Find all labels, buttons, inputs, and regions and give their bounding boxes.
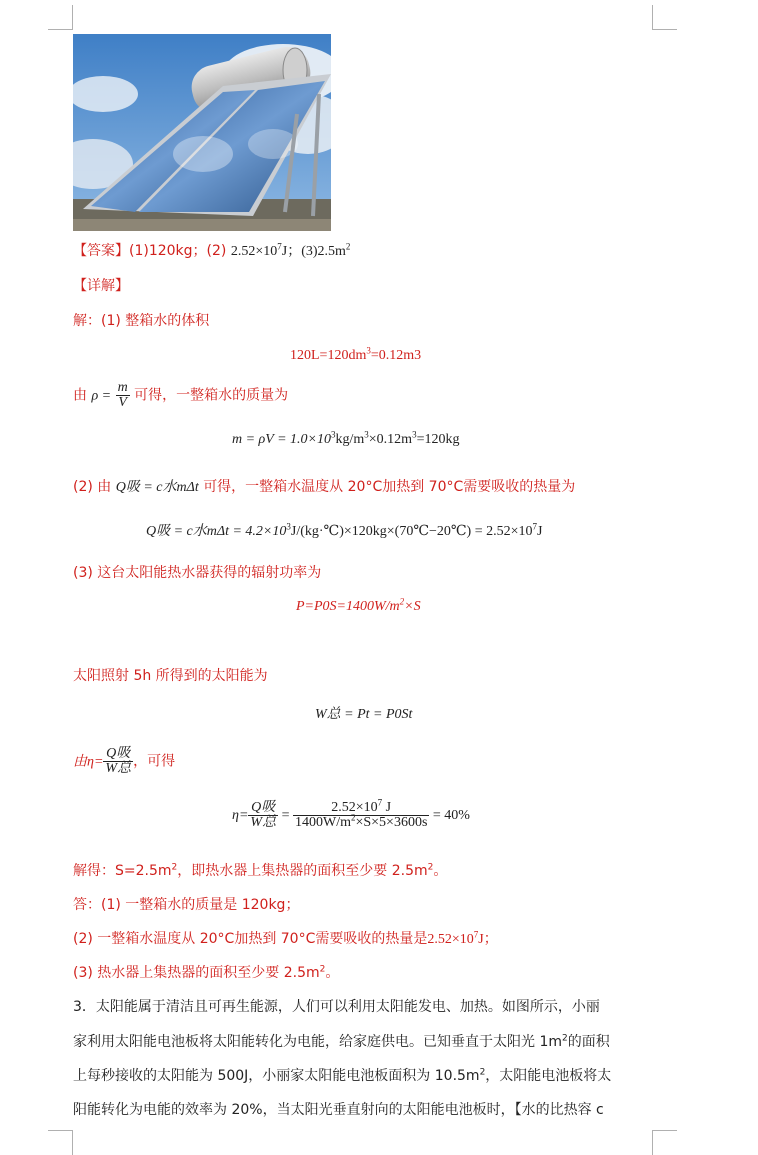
answer-part1: (1)120kg；(2)	[129, 243, 227, 259]
power-equation: $P=P0S=1400W/m^2\times S$	[296, 596, 421, 614]
answer-label: 【答案】	[73, 243, 129, 259]
answer-line	[73, 241, 350, 262]
crop-mark-bottom-left	[48, 1130, 73, 1155]
answer-summary-1: 答：(1) 一整箱水的质量是 120kg；	[73, 897, 300, 913]
crop-mark-bottom-right	[652, 1130, 677, 1155]
problem3-line-4: 阳能转化为电能的效率为 20%，当太阳光垂直射向的太阳能电池板时，【水的比热容 c	[73, 1102, 604, 1118]
solar-energy-intro-line: 太阳照射 5h 所得到的太阳能为	[73, 668, 268, 684]
detail-label: 【详解】	[73, 278, 129, 294]
answer-part2: $2.52\times 10^7J$；$(3)2.5m^2$	[230, 241, 351, 259]
power-intro-line: (3) 这台太阳能热水器获得的辐射功率为	[73, 565, 322, 581]
density-line: 由 ρ = $\frac{m}{V}$ 可得，一整箱水的质量为	[73, 380, 289, 410]
efficiency-intro-line: 由η= $\frac{\text{Q吸}}{\text{W总}}$ ，可得	[73, 746, 176, 776]
problem3-line-3: 上每秒接收的太阳能为 500J，小丽家太阳能电池板面积为 $10.5m^2$，太阳能电池板将太	[73, 1067, 612, 1084]
heat-equation: Q吸 = c水$m\Delta t = 4.2\times 10^3J/(kg\cdot℃)\times 120kg\times(70℃-20℃) = 2.52\times 10^7J$	[146, 521, 543, 539]
density-fraction: $\frac{m}{V}$	[117, 380, 128, 410]
answer-summary-2: (2) 一整箱水温度从 20°C加热到 70°C需要吸收的热量是$2.52\times 10^7J$；	[73, 929, 498, 947]
problem3-line-1: 3．太阳能属于清洁且可再生能源，人们可以利用太阳能发电、加热。如图所示，小丽	[73, 999, 600, 1015]
answer-summary-3: (3) 热水器上集热器的面积至少要 $2.5m^2$。	[73, 964, 340, 981]
crop-mark-top-right	[652, 5, 677, 30]
efficiency-fraction: $\frac{\text{Q吸}}{\text{W总}}$	[105, 746, 132, 776]
heat-intro-line: (2) 由 Q吸 = c水mΔt 可得，一整箱水温度从 20°C加热到 70°C需要吸收的热量为	[73, 479, 576, 495]
problem3-line-2: 家利用太阳能电池板将太阳能转化为电能，给家庭供电。已知垂直于太阳光 $1m^2$的面积	[73, 1033, 610, 1050]
efficiency-equation: η= $\frac{\text{Q吸}}{\text{W总}}$ = $\frac{2.52\times 10^7 J}{1400W/m^2\times S\times 5\times 3600s}$ = 40%	[232, 797, 470, 831]
solar-energy-equation: W总 = Pt = P0St	[315, 707, 413, 722]
solar-water-heater-photo	[73, 34, 331, 231]
result-line: 解得：$S=2.5m^2$，即热水器上集热器的面积至少要 $2.5m^2$。	[73, 862, 448, 879]
crop-mark-top-left	[48, 5, 73, 30]
volume-equation: $120L=120dm^3=0.12m3$	[290, 345, 422, 363]
mass-equation: $m = \rho V = 1.0\times 10^3kg/m^3\times 0.12m^3=120kg$	[232, 429, 460, 447]
solution-line-1: 解：(1) 整箱水的体积	[73, 313, 210, 329]
